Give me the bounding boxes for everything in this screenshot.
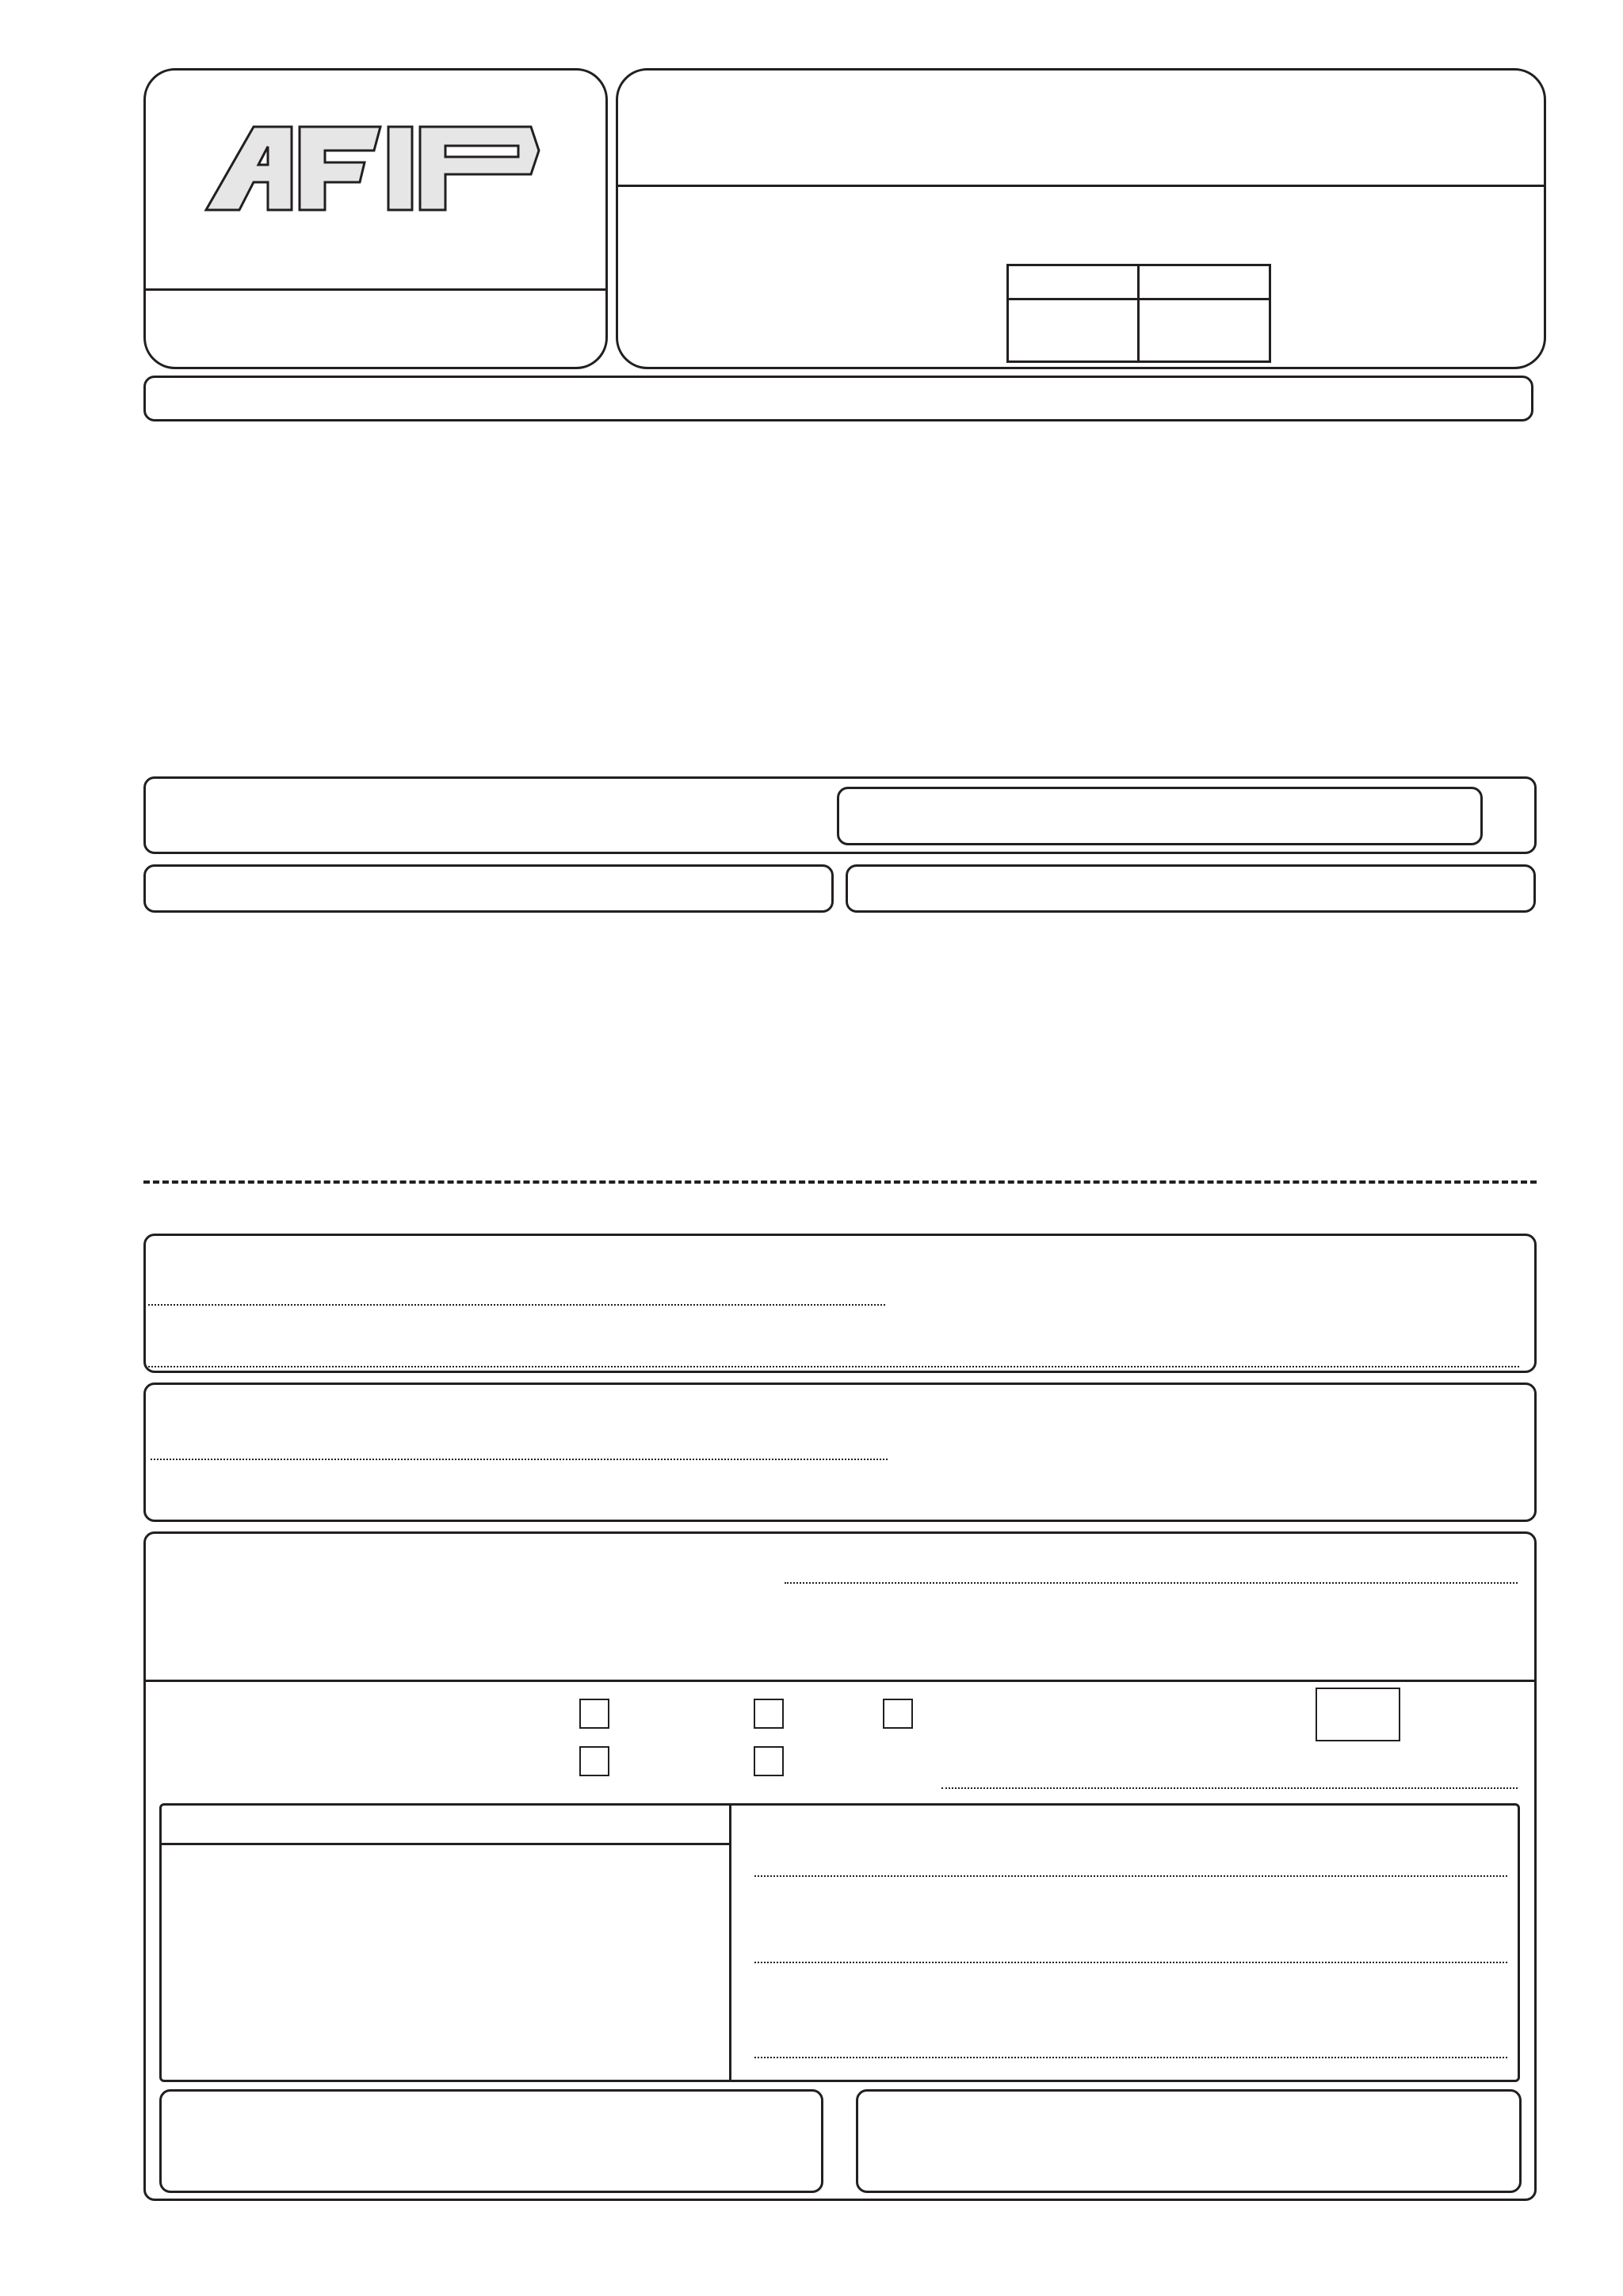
firma-trabajador-box[interactable] xyxy=(856,2089,1522,2193)
descripcion-line[interactable] xyxy=(941,1787,1518,1789)
domicilio-line[interactable] xyxy=(148,1366,1519,1367)
empleador-panel xyxy=(143,1234,1537,1373)
semanal-checkbox[interactable] xyxy=(579,1746,609,1776)
lugar-fecha-line[interactable] xyxy=(754,1962,1507,1963)
mensual-checkbox[interactable] xyxy=(754,1746,784,1776)
comprobante-line[interactable] xyxy=(754,2057,1507,2058)
puesto-line[interactable] xyxy=(785,1582,1518,1584)
obligacion-input[interactable] xyxy=(837,787,1483,845)
rubro2-left-title-bar xyxy=(143,864,834,913)
otras-checkbox[interactable] xyxy=(883,1699,913,1729)
diaria-checkbox[interactable] xyxy=(579,1699,609,1729)
quincenal-checkbox[interactable] xyxy=(754,1699,784,1729)
cantidad-horas-input[interactable] xyxy=(1316,1688,1400,1741)
cut-line xyxy=(143,1180,1537,1184)
afip-logo xyxy=(198,119,555,222)
trabajador-panel xyxy=(143,1383,1537,1522)
rubro1-title-bar xyxy=(143,376,1533,421)
trabajador-name-line[interactable] xyxy=(151,1459,888,1460)
firma-empleador-box[interactable] xyxy=(159,2089,823,2193)
son-pesos-line[interactable] xyxy=(754,1875,1507,1877)
cuil-trabajador-field[interactable] xyxy=(922,196,1623,251)
empleador-name-line[interactable] xyxy=(148,1304,885,1306)
rubro2-right-title-bar xyxy=(846,864,1536,913)
